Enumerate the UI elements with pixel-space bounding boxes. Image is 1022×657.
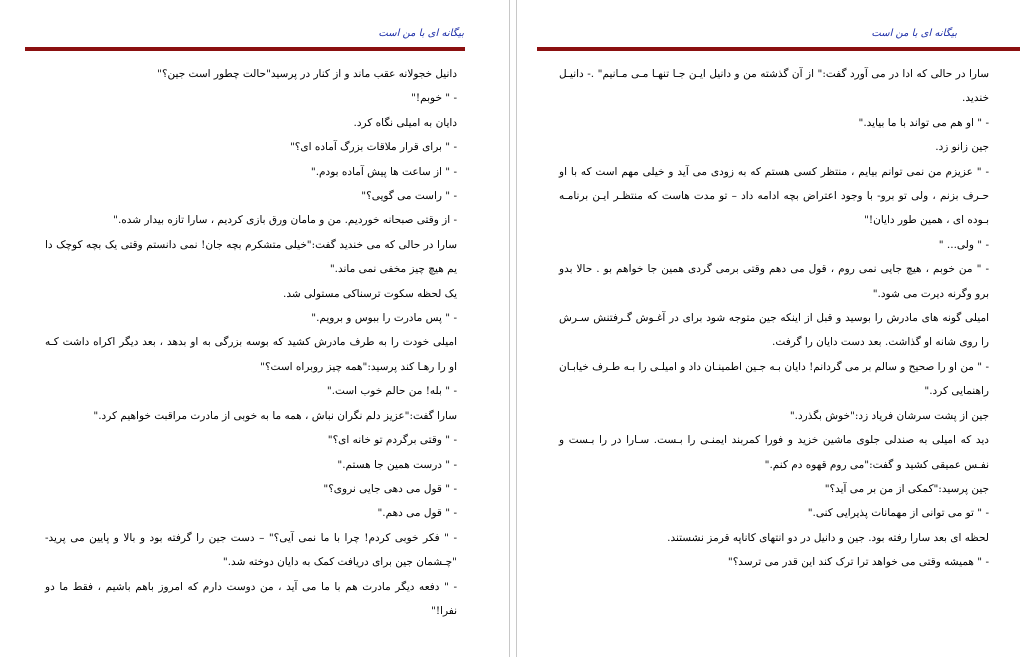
paragraph: - " خوبم!" [411, 92, 457, 105]
paragraph: - " دفعه دیگر مادرت هم با ما می آید ، من دوست دارم که امروز باهم باشیم ، فقط ما دو نفرا!" [45, 580, 457, 617]
paragraph: - " پس مادرت را ببوس و برویم." [311, 312, 457, 325]
paragraph: جین از پشت سرشان فریاد زد:"خوش بگذرد." [789, 409, 989, 422]
paragraph: دید که امیلی به صندلی جلوی ماشین خزید و فورا کمربند ایمنـی را بـست. سـارا در را بـست و نفـس عمیقی کشید و گفت:"می روم قهوه دم کنم." [559, 434, 989, 471]
paragraph: - " راست می گویی؟" [361, 190, 457, 203]
page-gutter [509, 0, 517, 657]
paragraph: جین پرسید:"کمکی از من بر می آید؟" [824, 482, 989, 495]
paragraph: - " درست همین جا هستم." [337, 458, 457, 471]
paragraph: - " از ساعت ها پیش آماده بودم." [310, 165, 457, 178]
paragraph: - " برای قرار ملاقات بزرگ آماده ای؟" [289, 141, 457, 154]
paragraph: سارا در حالی که ادا در می آورد گفت:" از آن گذشته من و دانیل ایـن جـا تنهـا مـی مـانیم" .- دانیـل خندید. [559, 68, 989, 105]
right-page [517, 0, 1022, 657]
left-page-header-rule [25, 47, 465, 51]
right-page-header-title: بیگانه ای با من است [871, 28, 957, 39]
paragraph: - " او هم می تواند با ما بیاید." [858, 116, 989, 129]
paragraph: جین زانو زد. [935, 141, 989, 154]
paragraph: - " فکر خوبی کردم! چرا با ما نمی آیی؟" – دست جین را گرفته بود و بالا و پایین می پرید-"چـشمان جین برای دریافت کمک به دایان دوخته شد." [45, 531, 457, 569]
paragraph: - " من او را صحیح و سالم بر می گردانم! دایان بـه جـین اطمینـان داد و امیلـی را بـه طـرف خیابـان راهنمایی کرد." [559, 360, 989, 398]
paragraph: سارا در حالی که می خندید گفت:"خیلی متشکرم بچه جان! نمی دانستم وقتی یک بچه کوچک دا یم هیچ چیز مخفی نمی ماند." [45, 238, 457, 276]
right-page-header-rule [537, 47, 1020, 51]
left-page [0, 0, 509, 657]
paragraph: امیلی گونه های مادرش را بوسید و قبل از اینکه جین متوجه شود برای در آغـوش گـرفتنش سـرش را روی شانه او گذاشت. بعد دست دایان را گرفت. [559, 312, 989, 349]
paragraph: امیلی خودت را به طرف مادرش کشید که بوسه بزرگی به او بدهد ، بعد دیگر اکراه داشت کـه او را رهـا کند پرسید:"همه چیز روبراه است؟" [45, 336, 457, 373]
paragraph: - " عزیزم من نمی توانم بیایم ، منتظر کسی هستم که به زودی می آید و خیلی مهم است که با او حـرف بزنم ، ولی تو برو- با وجود اعتراض بچه ادامه داد – تو مدت هاست که منتظـر ایـن برنامـه بـوده ای ، همین طور دایان!" [559, 165, 989, 227]
left-page-header-title: بیگانه ای با من است [378, 28, 464, 39]
paragraph: دانیل خجولانه عقب ماند و از کنار در پرسید"حالت چطور است جین؟" [157, 68, 457, 80]
paragraph: - " من خوبم ، هیچ جایی نمی روم ، قول می دهم وقتی برمی گردی همین جا خواهم بو . حالا بدو برو وگرنه دیرت می شود." [559, 263, 989, 300]
paragraph: - " وقتی برگردم تو خانه ای؟" [327, 434, 457, 447]
paragraph: - " قول می دهی جایی نروی؟" [323, 482, 457, 495]
paragraph: لحظه ای بعد سارا رفته بود. جین و دانیل در دو انتهای کاناپه قرمز نشستند. [667, 531, 989, 544]
paragraph: - " قول می دهم." [377, 507, 457, 520]
paragraph: - " تو می توانی از مهمانات پذیرایی کنی." [807, 507, 989, 520]
paragraph: - " بله! من حالم خوب است." [326, 385, 457, 398]
paragraph: سارا گفت:"عزیز دلم نگران نباش ، همه ما به خوبی از مادرت مراقبت خواهیم کرد." [93, 409, 457, 422]
paragraph: دایان به امیلی نگاه کرد. [353, 116, 457, 129]
left-page-text [45, 62, 457, 623]
paragraph: - " همیشه وقتی می خواهد ترا ترک کند این قدر می ترسد؟" [727, 556, 989, 569]
paragraph: - از وقتی صبحانه خوردیم. من و مامان ورق بازی کردیم ، سارا تازه بیدار شده." [113, 214, 457, 227]
paragraph: یک لحظه سکوت ترسناکی مستولی شد. [283, 287, 457, 300]
paragraph: - " ولی... " [938, 238, 989, 251]
right-page-text [559, 62, 989, 575]
